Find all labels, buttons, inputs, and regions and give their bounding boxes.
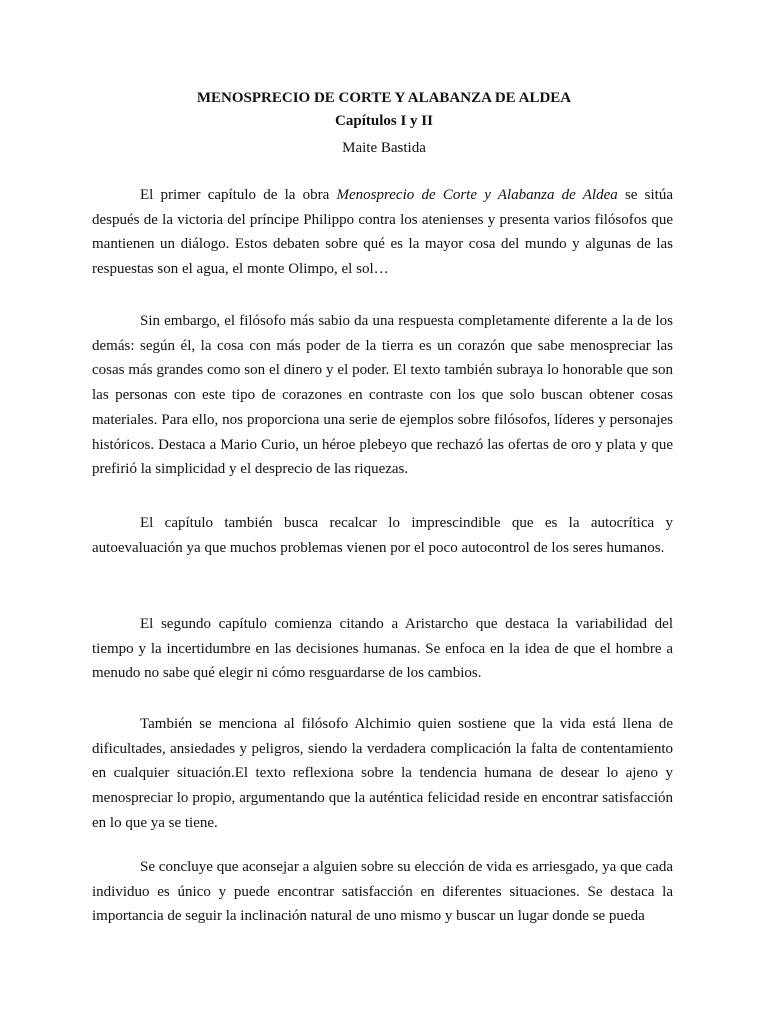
work-title-italic: Menosprecio de Corte y Alabanza de Aldea: [336, 187, 618, 203]
paragraph-6: Se concluye que aconsejar a alguien sobre su elección de vida es arriesgado, ya que cada individuo es único y puede encontrar satisfacción en diferentes situaciones. Se destaca la importancia de seguir la inclinación natural de uno mismo y buscar un lugar donde se pueda: [92, 859, 673, 925]
paragraph-4: El segundo capítulo comienza citando a Aristarcho que destaca la variabilidad del tiempo y la incertidumbre en las decisiones humanas. Se enfoca en la idea de que el hombre a menudo no sabe qué elegir ni cómo resguardarse de los cambios.: [92, 616, 673, 682]
paragraph-3: El capítulo también busca recalcar lo imprescindible que es la autocrítica y autoevaluación ya que muchos problemas vienen por el poco autocontrol de los seres humanos.: [92, 515, 673, 556]
paragraph-1-text-before: El primer capítulo de la obra: [140, 187, 337, 203]
paragraph-2: Sin embargo, el filósofo más sabio da una respuesta completamente diferente a la de los demás: según él, la cosa con más poder de la tierra es un corazón que sabe menospreciar las cosas más grandes como son el dinero y el poder. El texto también subraya lo honorable que son las personas con este tipo de corazones en contraste con los que solo buscan obtener cosas materiales. Para ello, nos proporciona una serie de ejemplos sobre filósofos, líderes y personajes históricos. Destaca a Mario Curio, un héroe plebeyo que rechazó las ofertas de oro y plata y que prefirió la simplicidad y el desprecio de las riquezas.: [92, 313, 673, 478]
document-title: MENOSPRECIO DE CORTE Y ALABANZA DE ALDEA: [196, 90, 572, 106]
document-subtitle: Capítulos I y II: [335, 113, 433, 129]
paragraph-1-text-after: se sitúa después de la victoria del príncipe Philippo contra los atenienses y presenta varios filósofos que mantienen un diálogo. Estos debaten sobre qué es la mayor cosa del mundo y algunas de las respuestas son el agua, el monte Olimpo, el sol…: [92, 187, 673, 278]
document-author: Maite Bastida: [342, 140, 426, 156]
paragraph-5: También se menciona al filósofo Alchimio quien sostiene que la vida está llena de dificultades, ansiedades y peligros, siendo la verdadera complicación la falta de contentamiento en cualquier situación.El texto reflexiona sobre la tendencia humana de desear lo ajeno y menospreciar lo propio, argumentando que la auténtica felicidad reside en encontrar satisfacción en lo que ya se tiene.: [92, 716, 673, 831]
paragraph-1: [92, 183, 673, 282]
